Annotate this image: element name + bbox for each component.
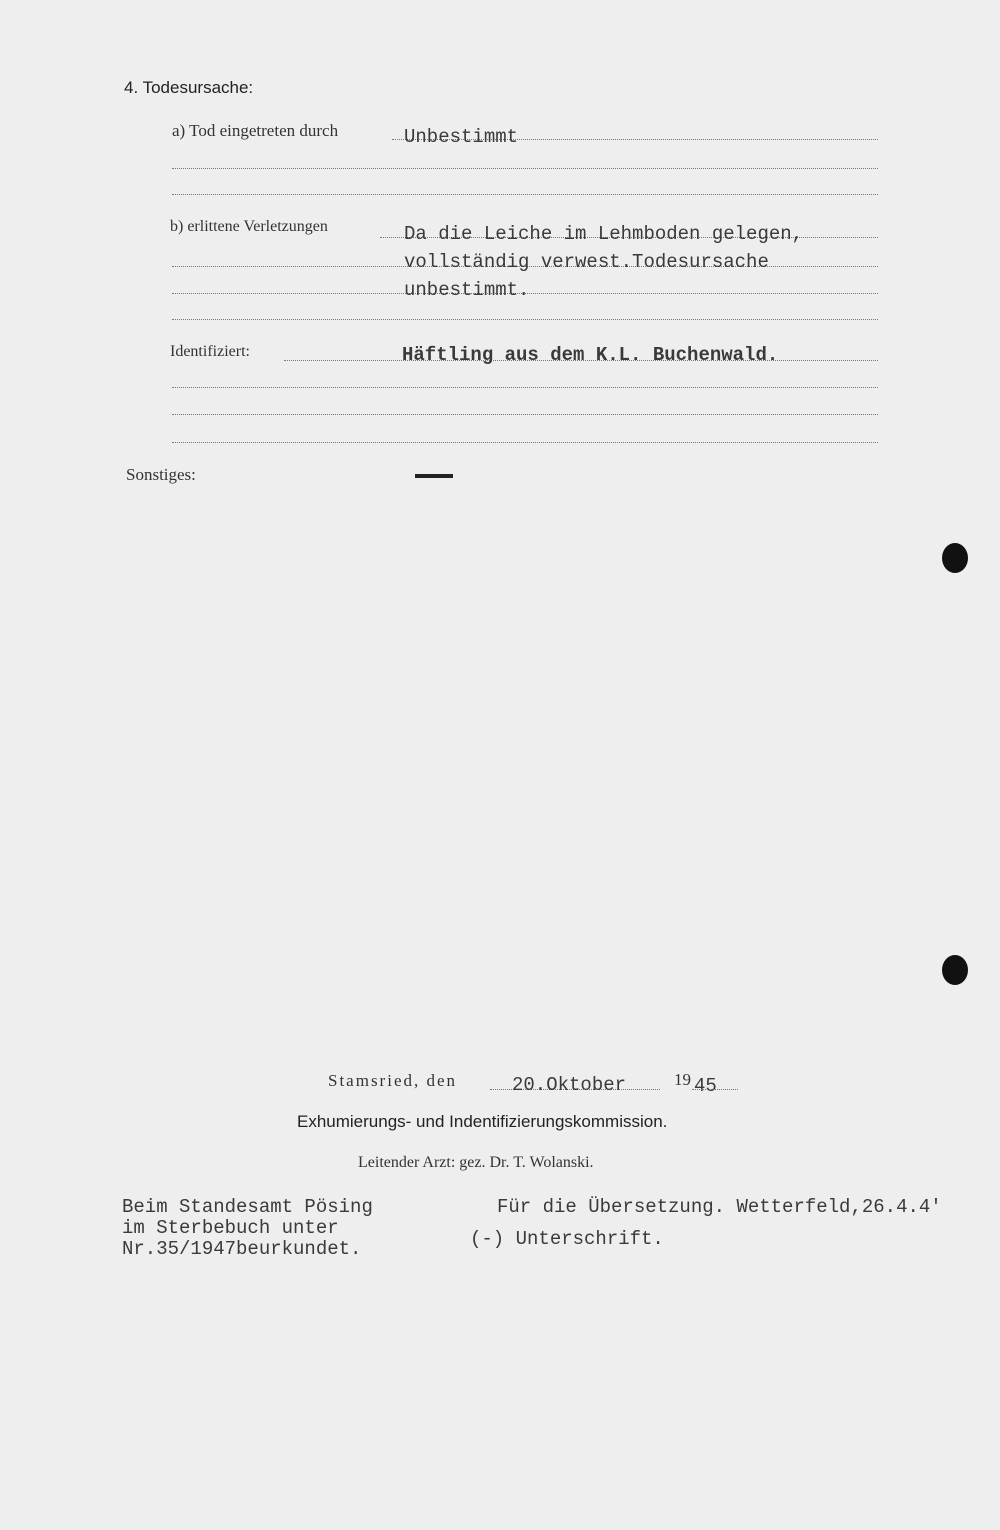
- injuries-line-3: unbestimmt.: [404, 279, 530, 301]
- identified-label: Identifiziert:: [170, 343, 250, 360]
- year-prefix: 19: [674, 1070, 691, 1089]
- blank-dotline-2: [172, 194, 878, 195]
- blank-dotline-1: [172, 168, 878, 169]
- year-suffix: 45: [694, 1075, 717, 1097]
- other-dash-mark: [415, 474, 453, 478]
- other-label: Sonstiges:: [126, 465, 196, 484]
- registry-note-line-2: im Sterbebuch unter: [122, 1217, 339, 1239]
- place-label: Stamsried, den: [328, 1071, 458, 1090]
- blank-dotline-4: [172, 387, 878, 388]
- injuries-line-1: Da die Leiche im Lehmboden gelegen,: [404, 223, 804, 245]
- year-dotline: [692, 1089, 738, 1090]
- identified-value: Häftling aus dem K.L. Buchenwald.: [402, 344, 779, 366]
- commission-name: Exhumierungs- und Indentifizierungskommission.: [297, 1112, 668, 1131]
- doctor-line: Leitender Arzt: gez. Dr. T. Wolanski.: [358, 1154, 594, 1171]
- injuries-line-2: vollständig verwest.Todesursache: [404, 251, 769, 273]
- cause-value: Unbestimmt: [404, 126, 519, 148]
- registry-note-line-3: Nr.35/1947beurkundet.: [122, 1238, 362, 1260]
- cause-label: a) Tod eingetreten durch: [172, 121, 339, 140]
- date-value: 20.Oktober: [512, 1074, 627, 1096]
- punch-hole-lower: [942, 955, 968, 985]
- translation-note-line-1: Für die Übersetzung. Wetterfeld,26.4.4': [497, 1196, 942, 1218]
- blank-dotline-6: [172, 442, 878, 443]
- section-heading: 4. Todesursache:: [124, 78, 254, 97]
- injuries-label: b) erlittene Verletzungen: [170, 218, 328, 235]
- punch-hole-upper: [942, 543, 968, 573]
- blank-dotline-5: [172, 414, 878, 415]
- blank-dotline-3: [172, 319, 878, 320]
- translation-note-line-2: (-) Unterschrift.: [470, 1228, 664, 1250]
- registry-note-line-1: Beim Standesamt Pösing: [122, 1196, 373, 1218]
